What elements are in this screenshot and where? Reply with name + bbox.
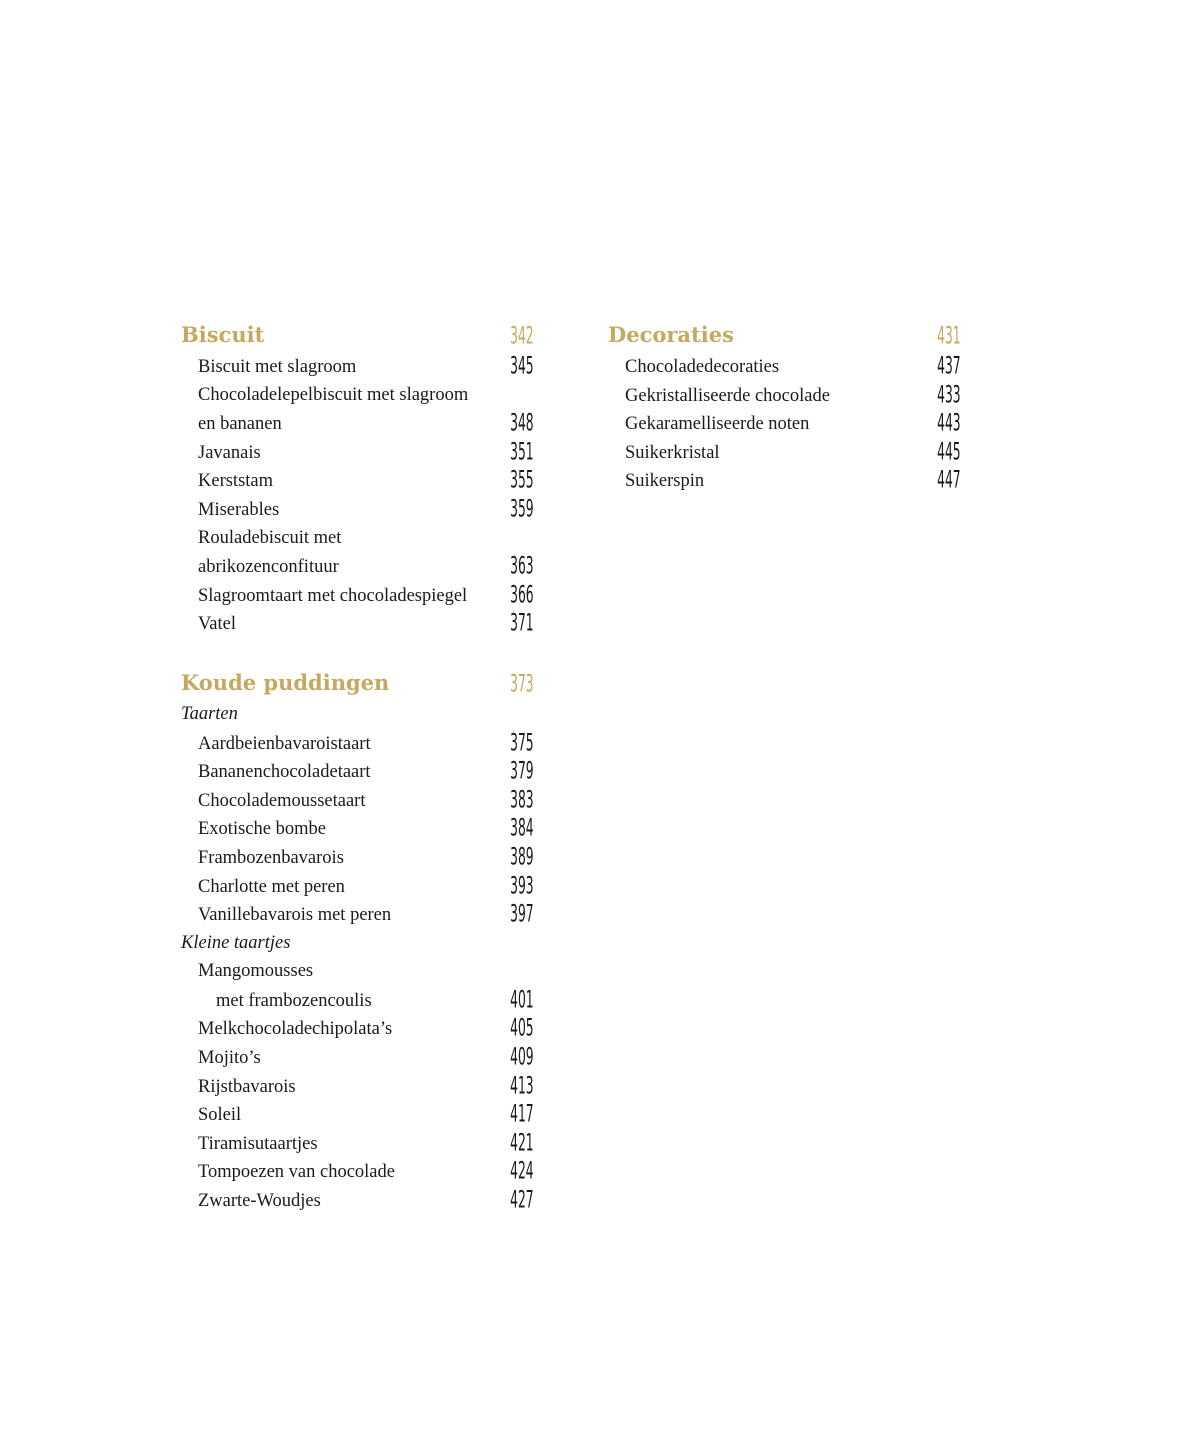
toc-entry[interactable] <box>181 986 534 1015</box>
entry-label: Tiramisutaartjes <box>198 1133 318 1154</box>
entry-page: 409 <box>510 1043 534 1071</box>
entry-label: Slagroomtaart met chocoladespiegel <box>198 585 468 606</box>
section-title: Koude puddingen <box>181 669 390 695</box>
entry-label: Gekaramelliseerde noten <box>625 414 810 435</box>
entry-label: Tompoezen van chocolade <box>198 1162 395 1183</box>
toc-entry[interactable] <box>181 1043 534 1072</box>
toc-entry[interactable] <box>608 409 961 438</box>
entry-label: Biscuit met slagroom <box>198 357 357 377</box>
entry-label: Gekristalliseerde chocolade <box>625 385 830 406</box>
entry-page: 389 <box>510 843 534 871</box>
entry-page: 371 <box>510 609 534 638</box>
entry-label: Suikerkristal <box>625 442 720 463</box>
toc-entry[interactable] <box>181 1100 534 1129</box>
entry-page: 427 <box>510 1186 534 1214</box>
entry-label: Rijstbavarois <box>198 1076 296 1097</box>
left-column <box>181 318 534 1243</box>
entry-page: 383 <box>510 785 534 814</box>
toc-entry[interactable] <box>181 552 534 581</box>
entry-label: Bananenchocoladetaart <box>198 762 371 783</box>
section-heading[interactable] <box>181 666 534 700</box>
entry-label: Kerststam <box>198 471 274 492</box>
entry-page: 447 <box>937 466 961 495</box>
toc-entry[interactable] <box>181 1072 534 1101</box>
toc-entry[interactable] <box>181 957 534 986</box>
entry-label: Melkchocoladechipolata’s <box>198 1019 393 1040</box>
entry-label: Chocoladelepelbiscuit met slagroom <box>198 384 469 405</box>
entry-page: 401 <box>510 986 534 1014</box>
entry-label: Soleil <box>198 1105 242 1126</box>
toc-entry[interactable] <box>181 1129 534 1158</box>
toc-entry[interactable] <box>608 381 961 410</box>
entry-page: 445 <box>937 437 961 466</box>
toc-entry[interactable] <box>181 843 534 872</box>
toc-entry[interactable] <box>608 466 961 495</box>
entry-label: Miserables <box>198 499 280 520</box>
entry-page: 393 <box>510 871 534 900</box>
entry-label: Zwarte-Woudjes <box>198 1191 321 1212</box>
entry-label: Vanillebavarois met peren <box>198 905 392 926</box>
entry-label: Rouladebiscuit met <box>198 527 342 548</box>
entry-page: 413 <box>510 1071 534 1100</box>
right-column <box>608 318 961 523</box>
subsection-label: Kleine taartjes <box>181 932 291 953</box>
entry-page: 417 <box>510 1100 534 1128</box>
section-decoraties <box>608 318 961 495</box>
entry-label: Vatel <box>198 614 237 635</box>
section-koude-puddingen <box>181 666 534 1215</box>
entry-label: Exotische bombe <box>198 819 326 840</box>
entry-page: 405 <box>510 1014 534 1043</box>
entry-page: 384 <box>510 814 534 842</box>
toc-entry[interactable] <box>181 495 534 524</box>
entry-label: Suikerspin <box>625 471 705 492</box>
entry-page: 375 <box>510 728 534 757</box>
entry-page: 437 <box>937 352 961 380</box>
entry-label: Charlotte met peren <box>198 876 345 897</box>
section-heading[interactable] <box>608 318 961 352</box>
entry-page: 366 <box>510 580 534 609</box>
toc-entry[interactable] <box>181 1014 534 1043</box>
entry-label: en bananen <box>198 414 282 435</box>
toc-entry[interactable] <box>181 900 534 929</box>
section-biscuit <box>181 318 534 638</box>
entry-page: 379 <box>510 757 534 785</box>
toc-entry[interactable] <box>181 729 534 758</box>
entry-page: 433 <box>937 380 961 409</box>
toc-entry[interactable] <box>181 409 534 438</box>
toc-entry[interactable] <box>181 1186 534 1215</box>
toc-entry[interactable] <box>181 1157 534 1186</box>
entry-page: 397 <box>510 900 534 928</box>
toc-entry[interactable] <box>181 757 534 786</box>
entry-page: 355 <box>510 466 534 495</box>
section-page: 373 <box>510 670 534 698</box>
toc-entry[interactable] <box>181 872 534 901</box>
section-title: Biscuit <box>181 322 265 347</box>
toc-entry[interactable] <box>181 524 534 553</box>
toc-entry[interactable] <box>181 786 534 815</box>
entry-page: 345 <box>510 352 534 380</box>
entry-label: Aardbeienbavaroistaart <box>198 733 371 754</box>
entry-label: Javanais <box>198 442 261 463</box>
entry-label: Mangomousses <box>198 961 314 982</box>
entry-page: 351 <box>510 437 534 466</box>
section-page: 431 <box>937 322 961 350</box>
entry-label: Mojito’s <box>198 1048 261 1069</box>
toc-entry[interactable] <box>181 814 534 843</box>
toc-entry[interactable] <box>181 381 534 410</box>
entry-page: 424 <box>510 1157 534 1186</box>
section-page: 342 <box>510 322 534 350</box>
entry-label: abrikozenconfituur <box>198 557 339 578</box>
toc-entry[interactable] <box>608 352 961 381</box>
toc-entry[interactable] <box>181 438 534 467</box>
entry-page: 359 <box>510 495 534 523</box>
entry-label: Chocoladedecoraties <box>625 357 780 377</box>
entry-page: 363 <box>510 552 534 580</box>
toc-entry[interactable] <box>181 581 534 610</box>
section-heading[interactable] <box>181 318 534 352</box>
toc-entry[interactable] <box>608 438 961 467</box>
entry-page: 348 <box>510 409 534 437</box>
toc-entry[interactable] <box>181 352 534 381</box>
entry-label: Chocolademoussetaart <box>198 790 366 811</box>
entry-label: met frambozencoulis <box>216 990 372 1011</box>
toc-entry[interactable] <box>181 609 534 638</box>
toc-entry[interactable] <box>181 466 534 495</box>
subsection-label: Taarten <box>181 703 238 724</box>
section-title: Decoraties <box>608 322 734 347</box>
entry-page: 421 <box>510 1129 534 1157</box>
entry-label: Frambozenbavarois <box>198 847 344 868</box>
entry-page: 443 <box>937 409 961 437</box>
